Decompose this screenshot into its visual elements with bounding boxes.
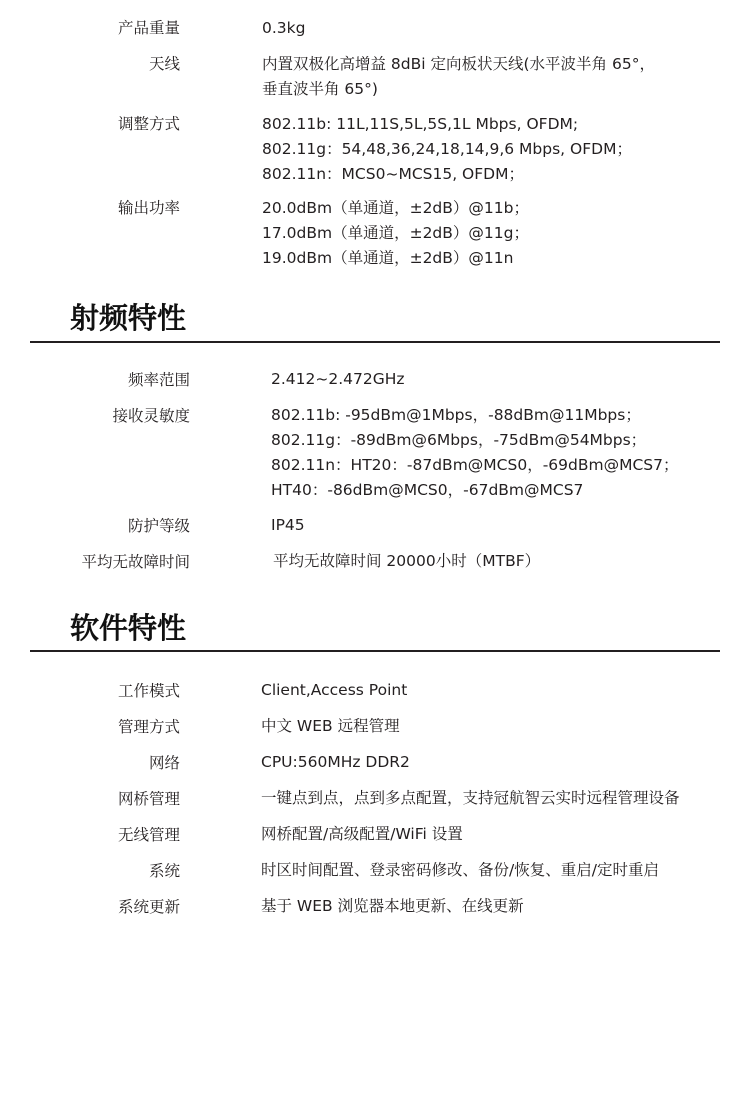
value-line: 802.11n：HT20：-87dBm@MCS0，-69dBm@MCS7；: [271, 456, 679, 474]
row-label-modulation: 调整方式: [117, 115, 180, 133]
value-line: 802.11g：54,48,36,24,18,14,9,6 Mbps, OFDM；: [262, 140, 632, 158]
value-line: 802.11b: 11L,11S,5L,5S,1L Mbps, OFDM;: [262, 115, 579, 133]
row-value-mtbf: [273, 549, 540, 574]
row-value-output-power: [262, 196, 529, 271]
row-value-system: [261, 858, 659, 883]
row-value-frequency-range: [271, 367, 405, 392]
section-divider: [30, 650, 720, 652]
row-value-weight: [262, 16, 305, 41]
value-line: 802.11n：MCS0~MCS15, OFDM；: [262, 165, 524, 183]
row-label-protection-level: 防护等级: [127, 517, 190, 535]
row-label-bridge-management: 网桥管理: [117, 790, 180, 808]
value-line: 20.0dBm（单通道，±2dB）@11b；: [262, 199, 529, 217]
section-title-rf: 射频特性: [70, 301, 187, 335]
row-label-work-mode: 工作模式: [117, 682, 180, 700]
section-divider: [30, 341, 720, 343]
value-line: 17.0dBm（单通道，±2dB）@11g；: [262, 224, 529, 242]
row-value-modulation: [262, 112, 632, 187]
value-line: 一键点到点，点到多点配置，支持冠航智云实时远程管理设备: [261, 789, 680, 807]
row-value-network: [261, 750, 410, 775]
row-label-mtbf: 平均无故障时间: [81, 553, 190, 571]
value-line: 基于 WEB 浏览器本地更新、在线更新: [261, 897, 524, 915]
row-label-sensitivity: 接收灵敏度: [112, 407, 190, 425]
value-line: CPU:560MHz DDR2: [261, 753, 410, 771]
row-value-bridge-management: [261, 786, 680, 811]
row-label-system: 系统: [148, 862, 180, 880]
value-line: 内置双极化高增益 8dBi 定向板状天线(水平波半角 65°，: [262, 55, 655, 73]
value-line: 网桥配置/高级配置/WiFi 设置: [261, 825, 463, 843]
row-value-antenna: [262, 52, 655, 102]
section-title-software: 软件特性: [70, 611, 187, 645]
value-line: 2.412~2.472GHz: [271, 370, 405, 388]
row-value-management-mode: [261, 714, 400, 739]
row-value-wireless-management: [261, 822, 463, 847]
value-line: 802.11b: -95dBm@1Mbps，-88dBm@11Mbps；: [271, 406, 641, 424]
row-label-weight: 产品重量: [117, 19, 180, 37]
row-value-system-update: [261, 894, 524, 919]
value-line: 0.3kg: [262, 19, 306, 37]
value-line: 802.11g：-89dBm@6Mbps，-75dBm@54Mbps；: [271, 431, 647, 449]
row-label-wireless-management: 无线管理: [117, 826, 180, 844]
value-line: 中文 WEB 远程管理: [261, 717, 400, 735]
row-value-protection-level: [271, 513, 305, 538]
value-line: HT40：-86dBm@MCS0，-67dBm@MCS7: [271, 481, 584, 499]
value-line: 时区时间配置、登录密码修改、备份/恢复、重启/定时重启: [261, 861, 659, 879]
row-value-sensitivity: [271, 403, 678, 503]
value-line: 19.0dBm（单通道，±2dB）@11n: [262, 249, 514, 267]
value-line: IP45: [271, 516, 305, 534]
value-line: Client,Access Point: [261, 681, 408, 699]
value-line: 垂直波半角 65°): [262, 80, 378, 98]
row-label-management-mode: 管理方式: [117, 718, 180, 736]
row-label-antenna: 天线: [148, 55, 180, 73]
row-label-system-update: 系统更新: [117, 898, 180, 916]
row-value-work-mode: [261, 678, 407, 703]
row-label-output-power: 输出功率: [117, 199, 180, 217]
value-line: 平均无故障时间 20000小时（MTBF）: [273, 552, 541, 570]
row-label-network: 网络: [148, 754, 180, 772]
row-label-frequency-range: 频率范围: [127, 371, 190, 389]
